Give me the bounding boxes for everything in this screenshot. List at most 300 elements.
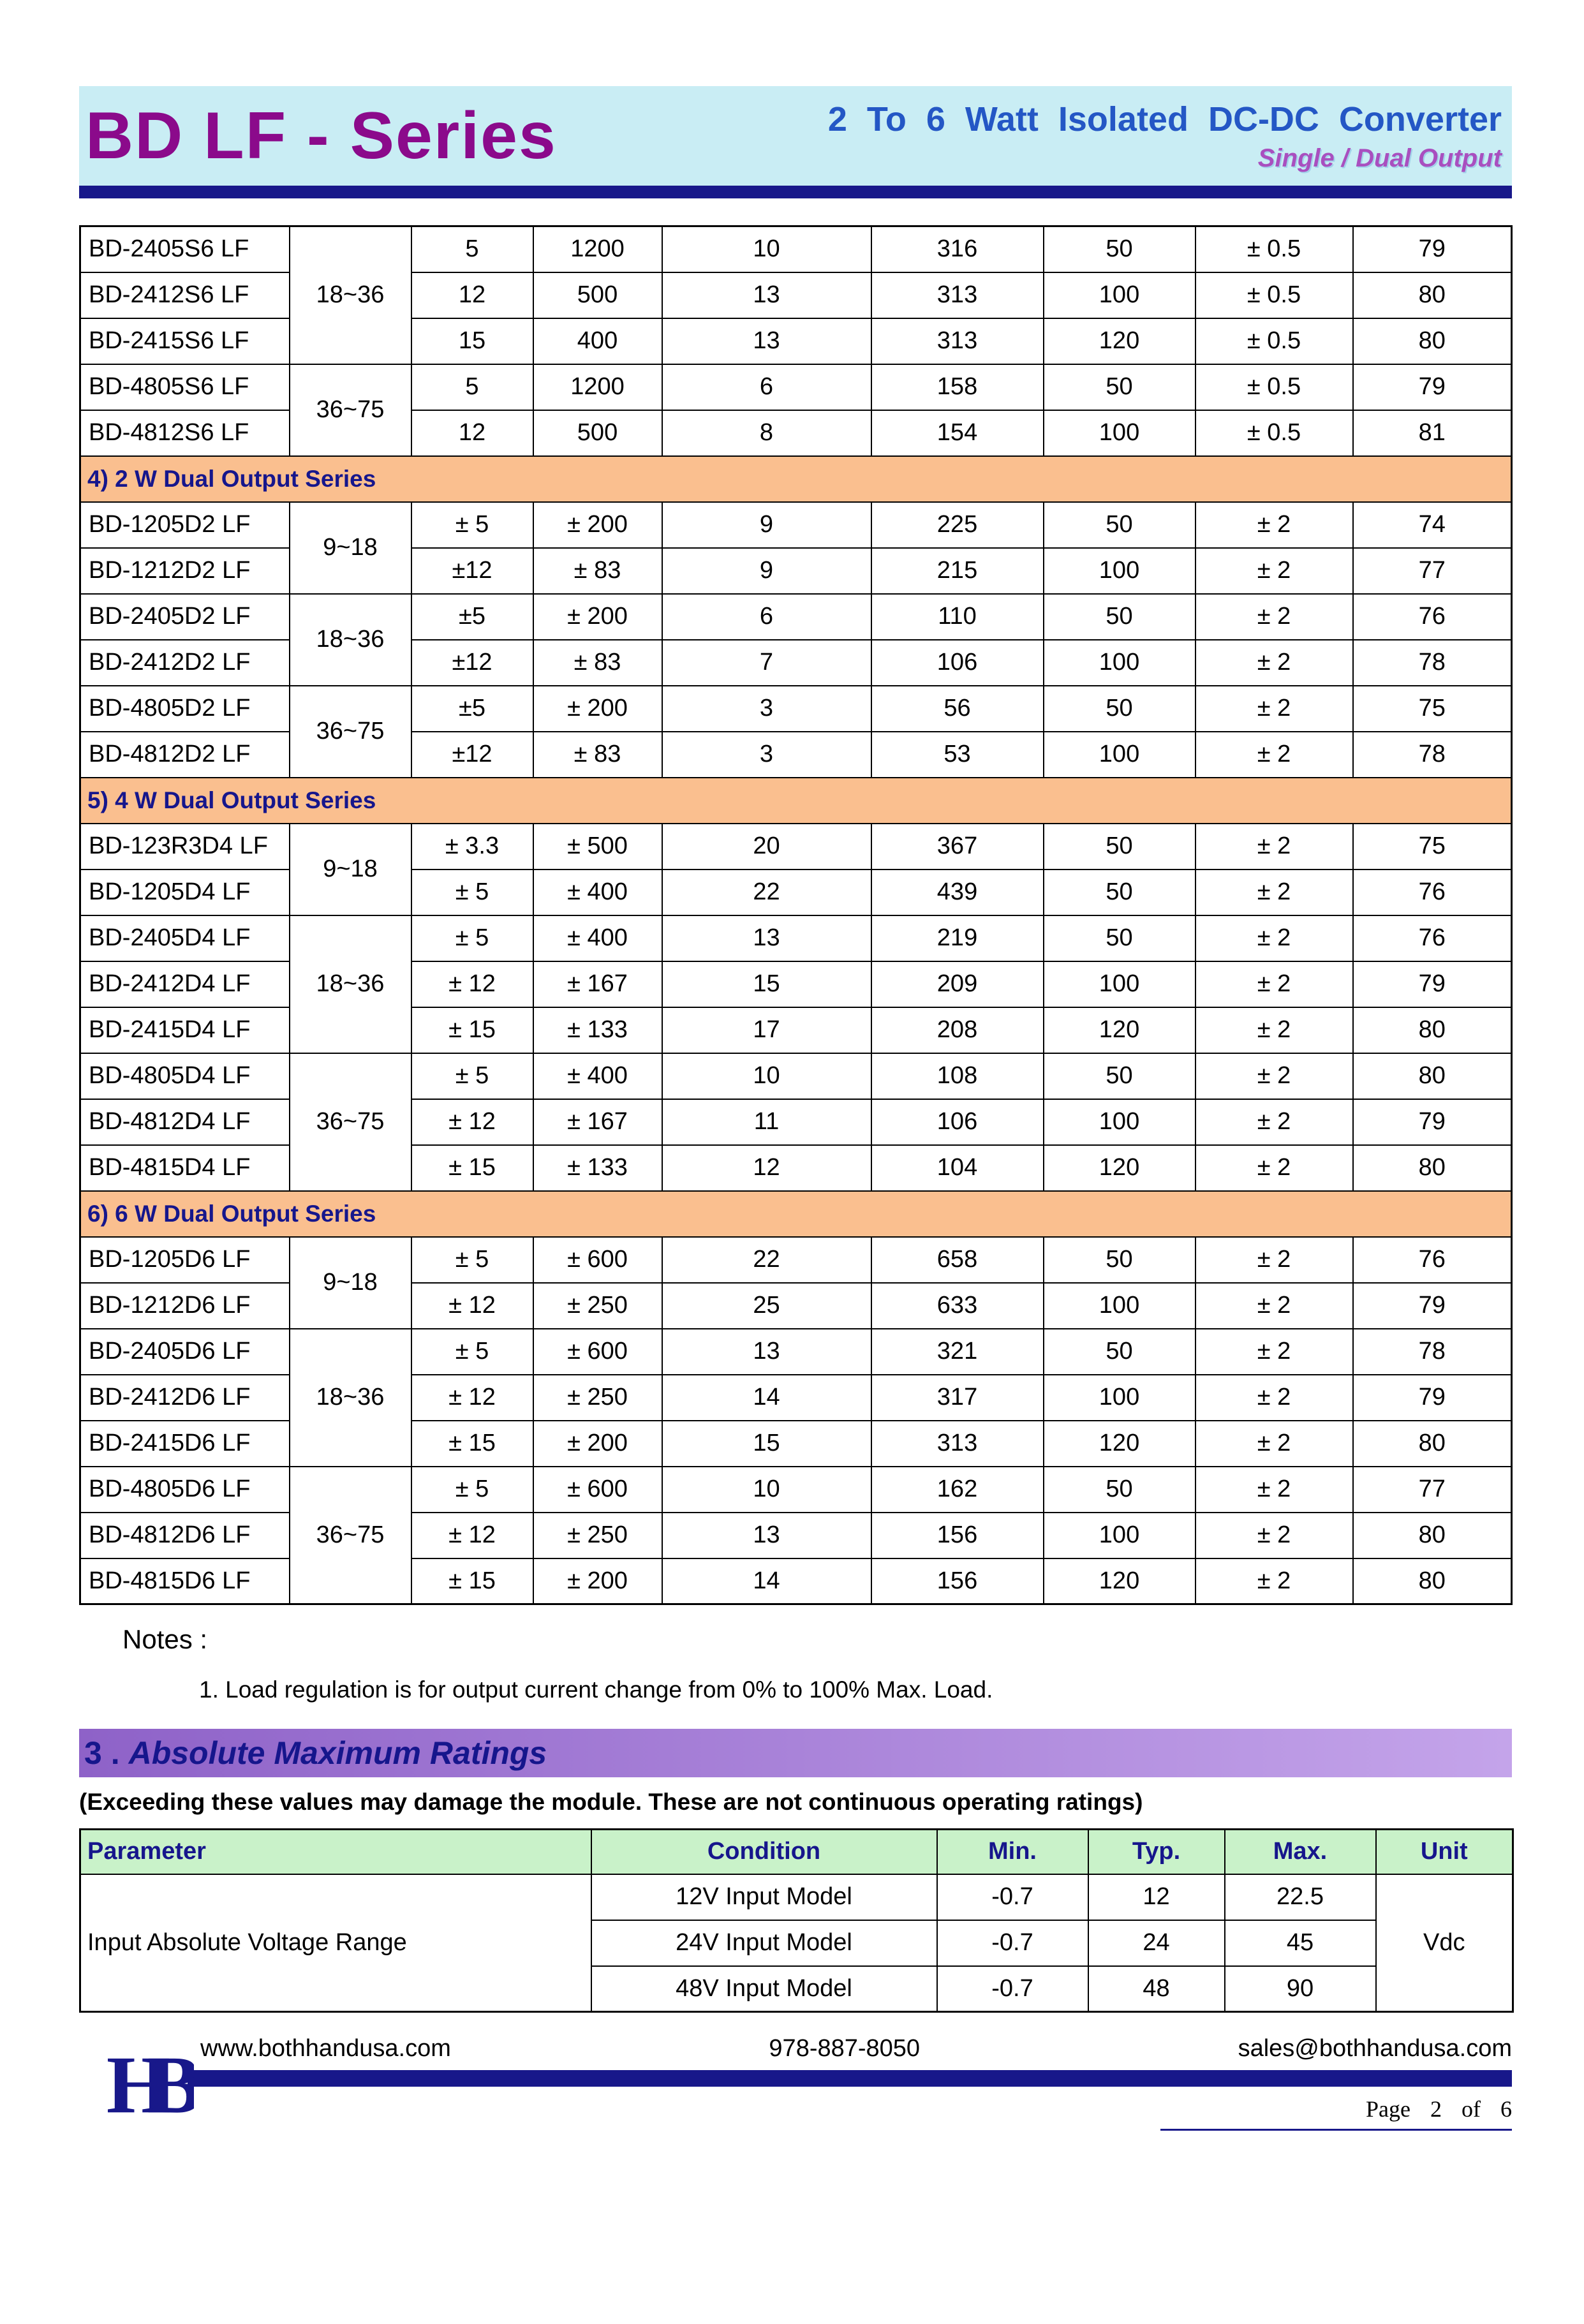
footer-phone: 978-887-8050	[769, 2035, 921, 2062]
ratings-header-row	[80, 1830, 1513, 1874]
spec-cell: 1200	[533, 364, 662, 410]
spec-cell: ± 83	[533, 548, 662, 594]
notes-section	[79, 1624, 1512, 1703]
product-heading: 2 To 6 Watt Isolated DC-DC Converter	[827, 100, 1502, 138]
spec-cell: 80	[1353, 1513, 1512, 1558]
spec-cell: 500	[533, 410, 662, 456]
spec-cell: ± 2	[1195, 502, 1353, 548]
footer-contact-row	[200, 2031, 1512, 2062]
spec-cell: 56	[871, 686, 1044, 732]
part-number-cell: BD-4805D6 LF	[80, 1467, 290, 1513]
input-range-cell: 18~36	[290, 226, 411, 364]
spec-cell: ±5	[411, 594, 533, 640]
header-right	[828, 100, 1507, 173]
spec-cell: 17	[662, 1007, 871, 1053]
spec-cell: 633	[871, 1283, 1044, 1329]
spec-cell: ± 0.5	[1195, 226, 1353, 272]
condition-cell: 24V Input Model	[591, 1920, 937, 1966]
input-range-cell: 36~75	[290, 364, 411, 456]
part-number-cell: BD-2405D4 LF	[80, 915, 290, 961]
spec-cell: ± 5	[411, 1237, 533, 1283]
spec-cell: ± 400	[533, 870, 662, 915]
part-number-cell: BD-4815D6 LF	[80, 1558, 290, 1604]
spec-cell: 108	[871, 1053, 1044, 1099]
spec-cell: ± 15	[411, 1145, 533, 1191]
spec-cell: 14	[662, 1558, 871, 1604]
spec-cell: 80	[1353, 1053, 1512, 1099]
typ-cell: 24	[1088, 1920, 1225, 1966]
spec-cell: ± 250	[533, 1283, 662, 1329]
spec-cell: 215	[871, 548, 1044, 594]
spec-cell: 15	[662, 1421, 871, 1467]
spec-cell: 162	[871, 1467, 1044, 1513]
spec-cell: ± 3.3	[411, 824, 533, 870]
part-number-cell: BD-2405S6 LF	[80, 226, 290, 272]
spec-cell: ± 0.5	[1195, 272, 1353, 318]
spec-cell: 100	[1044, 961, 1195, 1007]
spec-cell: ± 2	[1195, 732, 1353, 778]
bothhand-logo-icon	[105, 2031, 194, 2126]
datasheet-page	[0, 86, 1584, 2324]
spec-cell: 22	[662, 1237, 871, 1283]
part-number-cell: BD-2405D2 LF	[80, 594, 290, 640]
page-indicator-line	[1160, 2096, 1512, 2131]
spec-cell: 76	[1353, 594, 1512, 640]
spec-row	[80, 502, 1512, 548]
spec-cell: ±12	[411, 548, 533, 594]
spec-cell: 158	[871, 364, 1044, 410]
typ-cell: 48	[1088, 1966, 1225, 2012]
page-title: BD LF - Series	[85, 99, 557, 173]
spec-row	[80, 1329, 1512, 1375]
page-number: 2	[1430, 2096, 1442, 2122]
part-number-cell: BD-4805D4 LF	[80, 1053, 290, 1099]
spec-cell: ± 5	[411, 870, 533, 915]
min-cell: -0.7	[937, 1874, 1088, 1920]
spec-cell: 13	[662, 1329, 871, 1375]
spec-cell: 50	[1044, 1053, 1195, 1099]
spec-cell: ± 12	[411, 1283, 533, 1329]
spec-row	[80, 1237, 1512, 1283]
spec-cell: 156	[871, 1558, 1044, 1604]
part-number-cell: BD-1212D2 LF	[80, 548, 290, 594]
spec-cell: 9	[662, 548, 871, 594]
notes-list	[122, 1676, 1512, 1703]
spec-cell: 75	[1353, 686, 1512, 732]
part-number-cell: BD-123R3D4 LF	[80, 824, 290, 870]
spec-cell: 5	[411, 364, 533, 410]
spec-cell: 10	[662, 1053, 871, 1099]
part-number-cell: BD-2412D4 LF	[80, 961, 290, 1007]
part-number-cell: BD-4812D2 LF	[80, 732, 290, 778]
input-range-cell: 18~36	[290, 594, 411, 686]
part-number-cell: BD-2412S6 LF	[80, 272, 290, 318]
spec-row	[80, 1053, 1512, 1099]
max-cell: 22.5	[1225, 1874, 1376, 1920]
spec-cell: ± 2	[1195, 1237, 1353, 1283]
spec-cell: ± 200	[533, 502, 662, 548]
spec-cell: 106	[871, 1099, 1044, 1145]
header-banner	[79, 86, 1512, 186]
spec-cell: ± 500	[533, 824, 662, 870]
spec-cell: ± 400	[533, 915, 662, 961]
spec-cell: ±12	[411, 640, 533, 686]
spec-cell: 77	[1353, 548, 1512, 594]
spec-cell: 13	[662, 272, 871, 318]
spec-cell: ± 5	[411, 915, 533, 961]
spec-cell: 367	[871, 824, 1044, 870]
header-condition: Condition	[591, 1830, 937, 1874]
spec-cell: ± 2	[1195, 1375, 1353, 1421]
spec-cell: 120	[1044, 1558, 1195, 1604]
spec-cell: ± 83	[533, 640, 662, 686]
spec-cell: 100	[1044, 1099, 1195, 1145]
spec-table-body	[80, 226, 1512, 1604]
spec-cell: ± 2	[1195, 961, 1353, 1007]
spec-cell: 100	[1044, 410, 1195, 456]
spec-cell: 100	[1044, 640, 1195, 686]
spec-cell: 80	[1353, 1421, 1512, 1467]
section-header-label: 5) 4 W Dual Output Series	[80, 778, 1512, 824]
spec-cell: 77	[1353, 1467, 1512, 1513]
spec-cell: 78	[1353, 1329, 1512, 1375]
spec-cell: 219	[871, 915, 1044, 961]
spec-cell: ±12	[411, 732, 533, 778]
footer-website: www.bothhandusa.com	[200, 2035, 451, 2062]
spec-cell: ± 2	[1195, 870, 1353, 915]
condition-cell: 12V Input Model	[591, 1874, 937, 1920]
part-number-cell: BD-2415S6 LF	[80, 318, 290, 364]
spec-cell: ± 133	[533, 1145, 662, 1191]
spec-cell: 79	[1353, 1283, 1512, 1329]
spec-cell: ± 2	[1195, 1283, 1353, 1329]
spec-cell: ± 0.5	[1195, 364, 1353, 410]
spec-cell: 313	[871, 318, 1044, 364]
page-total: 6	[1500, 2096, 1512, 2122]
typ-cell: 12	[1088, 1874, 1225, 1920]
header-unit: Unit	[1376, 1830, 1513, 1874]
spec-cell: 13	[662, 915, 871, 961]
part-number-cell: BD-2412D6 LF	[80, 1375, 290, 1421]
spec-cell: 225	[871, 502, 1044, 548]
spec-cell: ± 600	[533, 1329, 662, 1375]
spec-cell: ± 600	[533, 1237, 662, 1283]
spec-cell: 400	[533, 318, 662, 364]
spec-cell: 10	[662, 226, 871, 272]
spec-cell: 5	[411, 226, 533, 272]
spec-cell: 80	[1353, 318, 1512, 364]
part-number-cell: BD-4812S6 LF	[80, 410, 290, 456]
part-number-cell: BD-2412D2 LF	[80, 640, 290, 686]
footer	[79, 2031, 1512, 2177]
header-rule	[79, 186, 1512, 198]
min-cell: -0.7	[937, 1966, 1088, 2012]
spec-row	[80, 594, 1512, 640]
spec-cell: 50	[1044, 824, 1195, 870]
spec-cell: 3	[662, 732, 871, 778]
spec-cell: 10	[662, 1467, 871, 1513]
spec-cell: ± 167	[533, 1099, 662, 1145]
spec-cell: ± 2	[1195, 1558, 1353, 1604]
input-range-cell: 9~18	[290, 824, 411, 915]
spec-cell: ± 167	[533, 961, 662, 1007]
logo-letters: HB	[106, 2039, 179, 2126]
ratings-row	[80, 1874, 1513, 1920]
spec-cell: 50	[1044, 870, 1195, 915]
spec-cell: ± 400	[533, 1053, 662, 1099]
part-number-cell: BD-4812D4 LF	[80, 1099, 290, 1145]
part-number-cell: BD-4805S6 LF	[80, 364, 290, 410]
spec-cell: 313	[871, 1421, 1044, 1467]
spec-cell: 20	[662, 824, 871, 870]
input-range-cell: 9~18	[290, 502, 411, 594]
spec-cell: 100	[1044, 732, 1195, 778]
spec-row	[80, 226, 1512, 272]
spec-cell: 79	[1353, 364, 1512, 410]
spec-cell: 100	[1044, 272, 1195, 318]
ratings-section-title: Absolute Maximum Ratings	[128, 1735, 547, 1771]
spec-cell: ± 83	[533, 732, 662, 778]
max-cell: 45	[1225, 1920, 1376, 1966]
part-number-cell: BD-1205D4 LF	[80, 870, 290, 915]
spec-cell: 80	[1353, 272, 1512, 318]
footer-rule	[188, 2070, 1512, 2087]
spec-cell: 120	[1044, 1421, 1195, 1467]
header-parameter: Parameter	[80, 1830, 591, 1874]
spec-cell: 209	[871, 961, 1044, 1007]
spec-cell: 317	[871, 1375, 1044, 1421]
spec-cell: 8	[662, 410, 871, 456]
spec-cell: ± 2	[1195, 640, 1353, 686]
spec-cell: 658	[871, 1237, 1044, 1283]
notes-label: Notes :	[122, 1624, 208, 1654]
section-header-row	[80, 456, 1512, 502]
spec-cell: ± 5	[411, 502, 533, 548]
spec-cell: ± 2	[1195, 686, 1353, 732]
spec-cell: ± 12	[411, 1099, 533, 1145]
max-cell: 90	[1225, 1966, 1376, 2012]
spec-cell: ± 200	[533, 594, 662, 640]
input-range-cell: 36~75	[290, 1467, 411, 1604]
spec-cell: 50	[1044, 1467, 1195, 1513]
spec-cell: ± 0.5	[1195, 318, 1353, 364]
input-range-cell: 36~75	[290, 686, 411, 778]
ratings-caveat: (Exceeding these values may damage the module. These are not continuous operating ratings)	[79, 1789, 1143, 1815]
spec-cell: ± 2	[1195, 1145, 1353, 1191]
spec-cell: 104	[871, 1145, 1044, 1191]
ratings-section-number: 3 .	[84, 1735, 120, 1771]
spec-cell: 81	[1353, 410, 1512, 456]
spec-cell: 76	[1353, 1237, 1512, 1283]
spec-cell: 3	[662, 686, 871, 732]
spec-cell: 78	[1353, 732, 1512, 778]
page-content	[79, 86, 1512, 2177]
header-max: Max.	[1225, 1830, 1376, 1874]
bothhand-logo	[105, 2031, 194, 2126]
spec-cell: 79	[1353, 961, 1512, 1007]
spec-cell: 439	[871, 870, 1044, 915]
spec-cell: 100	[1044, 548, 1195, 594]
unit-cell: Vdc	[1376, 1874, 1513, 2012]
spec-cell: 50	[1044, 364, 1195, 410]
part-number-cell: BD-2405D6 LF	[80, 1329, 290, 1375]
spec-cell: 9	[662, 502, 871, 548]
spec-cell: 79	[1353, 1375, 1512, 1421]
spec-cell: ± 200	[533, 1558, 662, 1604]
spec-cell: ± 2	[1195, 1053, 1353, 1099]
spec-cell: ± 2	[1195, 1513, 1353, 1558]
spec-cell: 50	[1044, 1237, 1195, 1283]
spec-cell: 13	[662, 318, 871, 364]
spec-row	[80, 1467, 1512, 1513]
spec-cell: ± 5	[411, 1053, 533, 1099]
spec-cell: 79	[1353, 226, 1512, 272]
header-min: Min.	[937, 1830, 1088, 1874]
product-tagline: Single / Dual Output	[1257, 144, 1502, 172]
spec-cell: ± 133	[533, 1007, 662, 1053]
spec-cell: 74	[1353, 502, 1512, 548]
spec-cell: 321	[871, 1329, 1044, 1375]
spec-cell: 75	[1353, 824, 1512, 870]
spec-cell: ± 12	[411, 961, 533, 1007]
part-number-cell: BD-2415D6 LF	[80, 1421, 290, 1467]
spec-cell: 80	[1353, 1145, 1512, 1191]
note-item: 1. Load regulation is for output current change from 0% to 100% Max. Load.	[199, 1676, 993, 1703]
section-header-row	[80, 1191, 1512, 1237]
ratings-table-body	[80, 1874, 1513, 2012]
spec-cell: 7	[662, 640, 871, 686]
section-header-label: 6) 6 W Dual Output Series	[80, 1191, 1512, 1237]
spec-cell: ± 200	[533, 686, 662, 732]
spec-cell: ± 2	[1195, 824, 1353, 870]
part-number-cell: BD-1205D6 LF	[80, 1237, 290, 1283]
spec-cell: 53	[871, 732, 1044, 778]
footer-email: sales@bothhandusa.com	[1238, 2035, 1512, 2062]
spec-cell: 76	[1353, 870, 1512, 915]
spec-cell: ±5	[411, 686, 533, 732]
spec-row	[80, 915, 1512, 961]
spec-cell: 50	[1044, 226, 1195, 272]
spec-cell: 50	[1044, 594, 1195, 640]
part-number-cell: BD-4812D6 LF	[80, 1513, 290, 1558]
spec-cell: ± 200	[533, 1421, 662, 1467]
spec-cell: 6	[662, 364, 871, 410]
spec-row	[80, 686, 1512, 732]
spec-cell: ± 2	[1195, 594, 1353, 640]
spec-cell: ± 15	[411, 1421, 533, 1467]
spec-cell: ± 2	[1195, 915, 1353, 961]
spec-cell: 1200	[533, 226, 662, 272]
spec-cell: 15	[411, 318, 533, 364]
spec-table	[79, 225, 1513, 1605]
spec-cell: 120	[1044, 318, 1195, 364]
spec-cell: 80	[1353, 1007, 1512, 1053]
spec-cell: 316	[871, 226, 1044, 272]
spec-cell: ± 5	[411, 1329, 533, 1375]
ratings-section-banner	[79, 1729, 1512, 1777]
parameter-cell: Input Absolute Voltage Range	[80, 1874, 591, 2012]
spec-cell: 154	[871, 410, 1044, 456]
spec-cell: 76	[1353, 915, 1512, 961]
spec-cell: 100	[1044, 1513, 1195, 1558]
spec-cell: ± 2	[1195, 548, 1353, 594]
spec-cell: 14	[662, 1375, 871, 1421]
spec-cell: 208	[871, 1007, 1044, 1053]
page-label: Page	[1366, 2096, 1410, 2122]
header-typ: Typ.	[1088, 1830, 1225, 1874]
input-range-cell: 18~36	[290, 1329, 411, 1467]
spec-cell: ± 12	[411, 1513, 533, 1558]
spec-cell: 500	[533, 272, 662, 318]
spec-cell: 100	[1044, 1375, 1195, 1421]
spec-cell: 50	[1044, 686, 1195, 732]
spec-cell: 6	[662, 594, 871, 640]
spec-cell: ± 0.5	[1195, 410, 1353, 456]
spec-cell: ± 250	[533, 1375, 662, 1421]
page-indicator	[79, 2096, 1512, 2131]
page-of-label: of	[1462, 2096, 1481, 2122]
spec-cell: 120	[1044, 1007, 1195, 1053]
spec-cell: ± 2	[1195, 1329, 1353, 1375]
spec-cell: 12	[662, 1145, 871, 1191]
spec-cell: ± 2	[1195, 1467, 1353, 1513]
spec-cell: ± 2	[1195, 1007, 1353, 1053]
min-cell: -0.7	[937, 1920, 1088, 1966]
spec-cell: ± 2	[1195, 1099, 1353, 1145]
spec-cell: ± 15	[411, 1007, 533, 1053]
spec-cell: 50	[1044, 915, 1195, 961]
spec-cell: 25	[662, 1283, 871, 1329]
spec-cell: ± 600	[533, 1467, 662, 1513]
spec-cell: ± 12	[411, 1375, 533, 1421]
spec-cell: 106	[871, 640, 1044, 686]
spec-cell: 50	[1044, 1329, 1195, 1375]
spec-cell: 79	[1353, 1099, 1512, 1145]
spec-cell: 11	[662, 1099, 871, 1145]
spec-cell: 100	[1044, 1283, 1195, 1329]
spec-cell: 13	[662, 1513, 871, 1558]
spec-row	[80, 364, 1512, 410]
spec-cell: ± 2	[1195, 1421, 1353, 1467]
section-header-row	[80, 778, 1512, 824]
spec-cell: 80	[1353, 1558, 1512, 1604]
spec-cell: 22	[662, 870, 871, 915]
part-number-cell: BD-2415D4 LF	[80, 1007, 290, 1053]
section-header-label: 4) 2 W Dual Output Series	[80, 456, 1512, 502]
spec-cell: 156	[871, 1513, 1044, 1558]
spec-cell: ± 5	[411, 1467, 533, 1513]
spec-cell: 120	[1044, 1145, 1195, 1191]
spec-cell: ± 250	[533, 1513, 662, 1558]
spec-cell: 15	[662, 961, 871, 1007]
ratings-table	[79, 1828, 1514, 2013]
condition-cell: 48V Input Model	[591, 1966, 937, 2012]
part-number-cell: BD-4815D4 LF	[80, 1145, 290, 1191]
part-number-cell: BD-1212D6 LF	[80, 1283, 290, 1329]
spec-row	[80, 824, 1512, 870]
part-number-cell: BD-1205D2 LF	[80, 502, 290, 548]
input-range-cell: 36~75	[290, 1053, 411, 1191]
input-range-cell: 18~36	[290, 915, 411, 1053]
spec-cell: 78	[1353, 640, 1512, 686]
spec-cell: 12	[411, 410, 533, 456]
input-range-cell: 9~18	[290, 1237, 411, 1329]
spec-cell: 50	[1044, 502, 1195, 548]
spec-cell: 110	[871, 594, 1044, 640]
spec-cell: 12	[411, 272, 533, 318]
spec-cell: ± 15	[411, 1558, 533, 1604]
spec-cell: 313	[871, 272, 1044, 318]
